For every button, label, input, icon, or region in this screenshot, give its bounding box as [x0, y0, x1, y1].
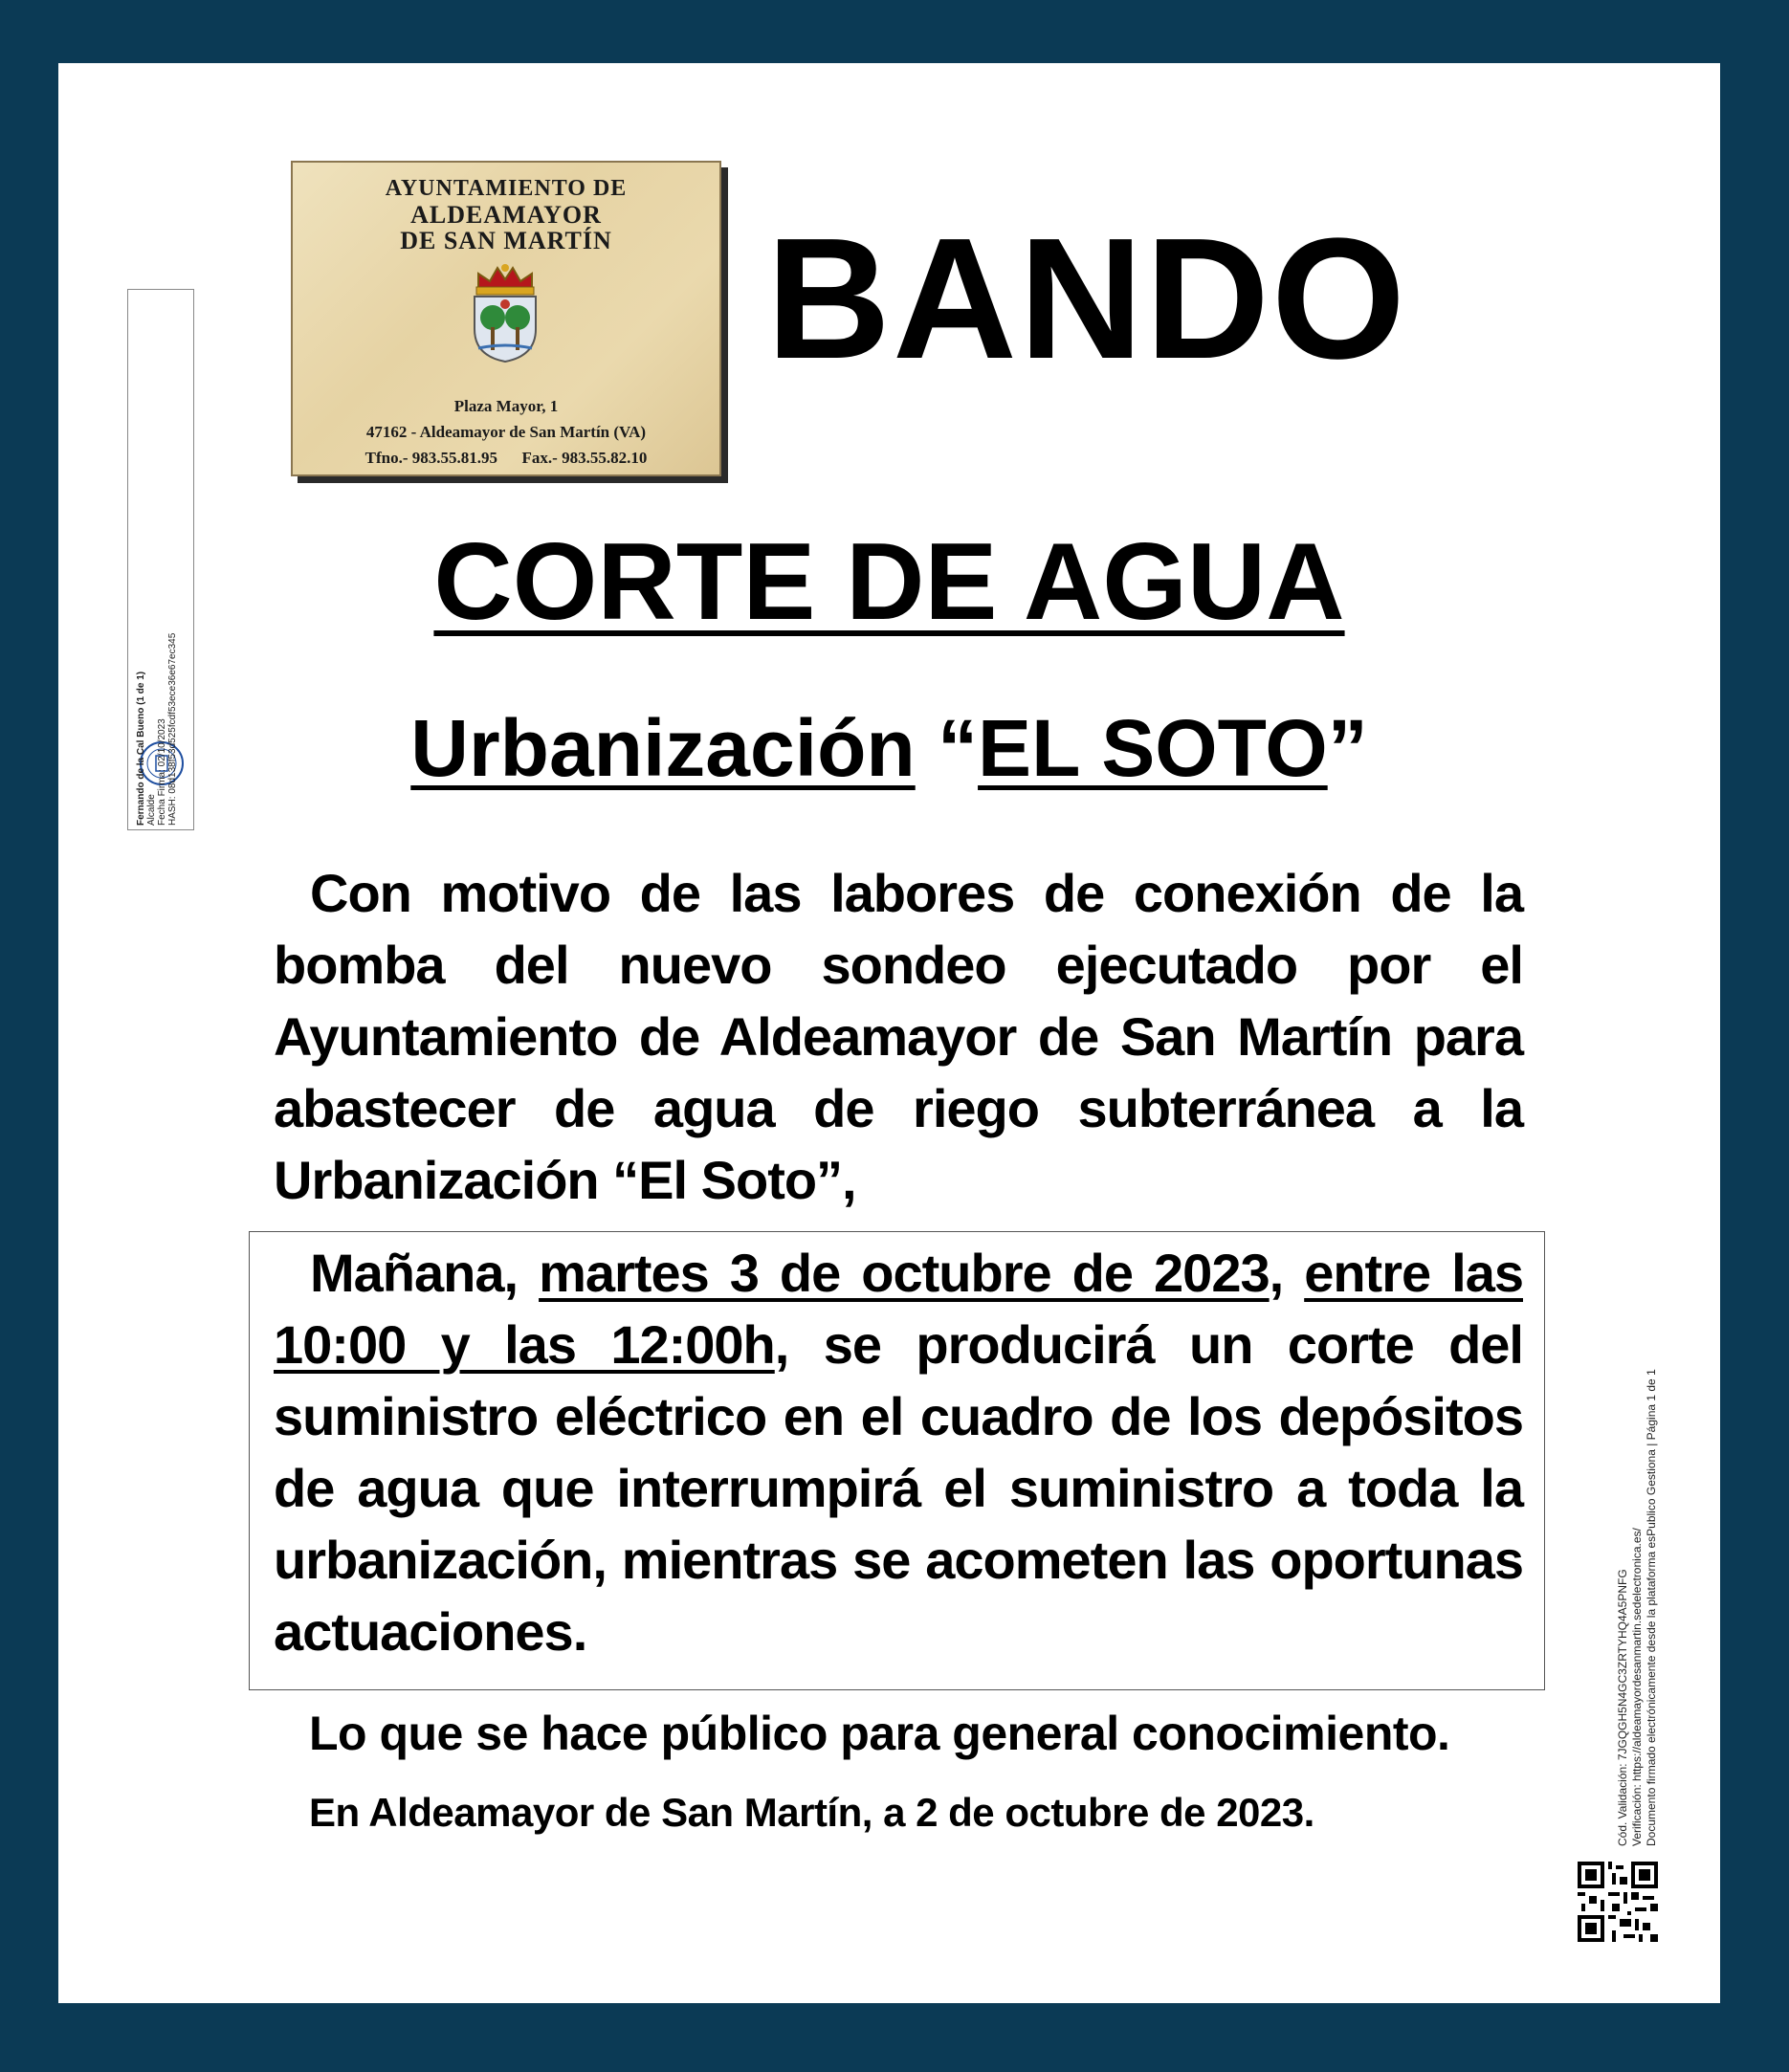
- verification-url: Verificación: https://aldeamayordesanmartin.sedelectronica.es/: [1630, 1528, 1644, 1846]
- logo-line3: DE SAN MARTÍN: [400, 227, 612, 254]
- town-hall-logo: [291, 161, 721, 476]
- logo-phone: Tfno.- 983.55.81.95: [364, 449, 498, 467]
- signature-date: Fecha Firma: 02/10/2023: [157, 718, 167, 826]
- logo-street: Plaza Mayor, 1: [453, 397, 559, 415]
- signature-hash: HASH: 08d138f53d525fcdf53ece36e67ec345: [167, 632, 178, 826]
- subtitle-name: EL SOTO: [978, 703, 1328, 793]
- logo-contact: [293, 445, 719, 471]
- notice-date: martes 3 de octubre de 2023: [539, 1243, 1270, 1303]
- subtitle-open-quote: “: [938, 703, 979, 793]
- notice-comma: ,: [1269, 1243, 1284, 1303]
- logo-address: [293, 393, 719, 471]
- signer-name: Fernando de la Cal Bueno (1 de 1): [136, 671, 146, 826]
- verification-text: [1616, 1369, 1659, 1846]
- page-heading: BANDO: [766, 203, 1407, 395]
- notice-title: [58, 521, 1720, 643]
- intro-paragraph: Con motivo de las labores de conexión de la bomba del nuevo sondeo ejecutado por el Ayuntamiento de Aldeamayor de San Martín para abastecer de agua de riego subterránea a la Urbanización “El Soto”,: [274, 863, 1523, 1210]
- subtitle-close-quote: ”: [1327, 703, 1368, 793]
- subtitle-label: Urbanización: [410, 703, 916, 793]
- notice-lead: Mañana,: [310, 1243, 540, 1303]
- public-statement: Lo que se hace público para general conocimiento.: [309, 1707, 1450, 1760]
- notice-subtitle: [58, 703, 1720, 793]
- logo-line2: ALDEAMAYOR: [410, 201, 602, 229]
- logo-fax: Fax.- 983.55.82.10: [521, 449, 648, 467]
- coat-of-arms-icon: [457, 260, 553, 364]
- signer-role: Alcalde: [146, 794, 157, 826]
- notice-time: entre las 10:00 y las 12:00h: [274, 1243, 1523, 1375]
- place-date: En Aldeamayor de San Martín, a 2 de octubre de 2023.: [309, 1790, 1314, 1835]
- document-page: [58, 63, 1720, 2003]
- notice-rest: , se producirá un corte del suministro eléctrico en el cuadro de los depósitos de agua que interrumpirá el suministro a toda la urbanización, mientras se acometen las oportunas actuaciones.: [274, 1314, 1523, 1662]
- qr-code-icon: [1578, 1862, 1658, 1942]
- notice-title-text: CORTE DE AGUA: [433, 521, 1345, 643]
- platform-note: Documento firmado electrónicamente desde la plataforma esPublico Gestiona | Página 1 de 1: [1645, 1369, 1658, 1846]
- notice-paragraph: [274, 1237, 1523, 1667]
- logo-city: 47162 - Aldeamayor de San Martín (VA): [365, 423, 647, 441]
- validation-code: Cód. Validación: 7JGQGH5N4GC3ZRTYHQ4A5PNFG: [1616, 1569, 1629, 1846]
- logo-line1: AYUNTAMIENTO DE: [385, 176, 628, 201]
- logo-name: [293, 176, 719, 253]
